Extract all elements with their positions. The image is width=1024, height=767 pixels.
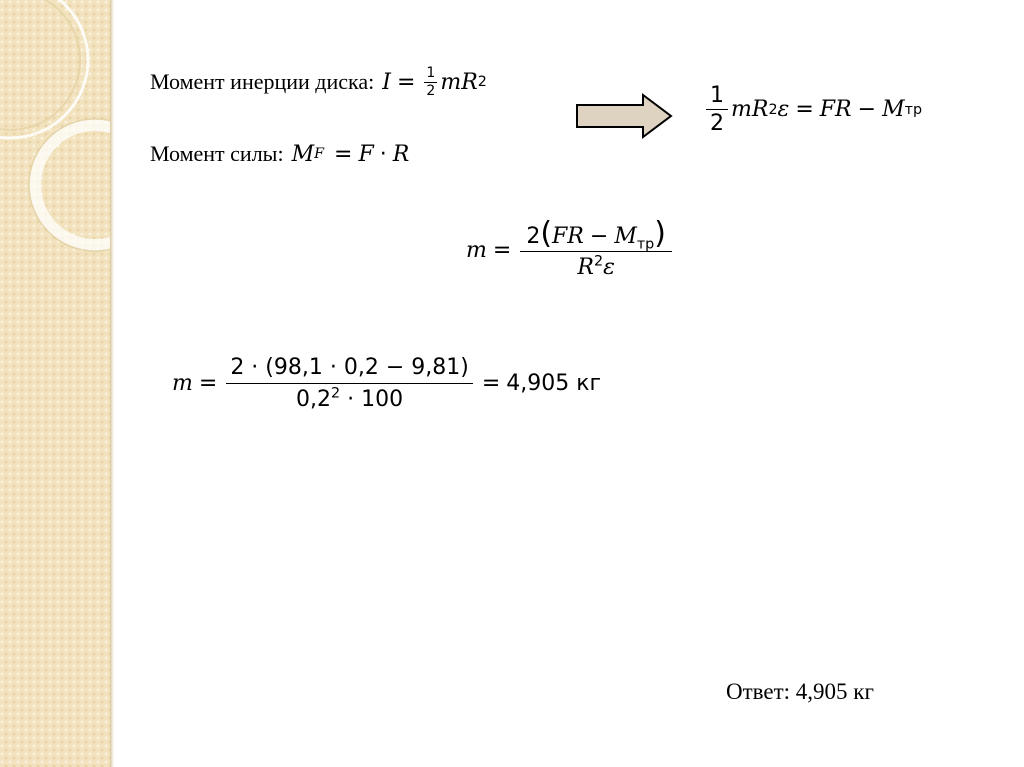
right-arrow-icon: [575, 93, 675, 139]
calc-den: [292, 384, 407, 411]
dynamics-frac-den: 2: [710, 111, 724, 137]
force-moment-r: R: [392, 141, 410, 167]
mass-formula-var: m: [466, 238, 487, 264]
mass-formula-num: [520, 216, 672, 253]
inertia-fraction: [424, 66, 437, 98]
dynamics-rhs: FR: [819, 97, 852, 123]
dynamics-frac-num: 1: [706, 84, 728, 110]
force-moment-f: F: [358, 141, 374, 167]
strip-edge: [110, 0, 114, 767]
mass-formula-sub: тр: [636, 236, 655, 253]
calculation: [172, 356, 601, 411]
calc-den-base: 0,2: [296, 387, 332, 413]
mass-formula-eq: =: [492, 238, 512, 264]
dynamics-eq: =: [795, 97, 814, 123]
inertia-frac-num: 1: [426, 65, 436, 81]
decorative-side-strip: [0, 0, 110, 767]
calc-var: m: [172, 371, 193, 397]
mass-formula-lparen: (: [540, 216, 553, 251]
inertia-line: Момент инерции диска: I = $\frac{1}{2}$ mR 2: [150, 65, 487, 99]
mass-formula-fraction: [520, 216, 672, 281]
force-moment-line: Момент силы: M F = F · R: [150, 141, 410, 167]
calc-result: 4,905 кг: [506, 371, 602, 397]
force-moment-var: M: [291, 141, 315, 167]
mass-formula-rparen: ): [654, 216, 666, 251]
mass-formula-den-eps: ε: [603, 255, 615, 281]
force-moment-label: Момент силы:: [150, 141, 284, 166]
inertia-rest: mR: [440, 69, 478, 95]
dynamics-minus: −: [857, 97, 877, 123]
inertia-var: I: [382, 69, 391, 95]
calc-eq: =: [198, 371, 218, 397]
calc-den-exp: 2: [331, 385, 341, 402]
mass-formula: [466, 216, 675, 281]
dynamics-eps: ε: [777, 97, 790, 123]
mass-formula-den-exp: 2: [593, 253, 604, 270]
force-moment-dot: ·: [379, 141, 387, 167]
dynamics-lhs: mR: [731, 97, 769, 123]
mass-formula-minus: −: [589, 224, 609, 249]
force-moment-eq: =: [334, 141, 353, 167]
decorative-rings-icon: [0, 0, 110, 767]
calc-fraction: [226, 356, 473, 411]
dynamics-equation: $\frac{1}{2}$ mR 2 ε = FR − M тр: [703, 84, 922, 135]
inertia-label: Момент инерции диска:: [150, 69, 375, 95]
mass-formula-den: [573, 252, 619, 279]
mass-formula-den-r: R: [577, 255, 594, 281]
mass-formula-fr: FR: [552, 224, 584, 249]
dynamics-fraction: [706, 84, 728, 135]
inertia-frac-den: 2: [426, 82, 436, 99]
calc-den-rest: · 100: [340, 387, 404, 413]
calc-num: 2 · (98,1 · 0,2 − 9,81): [226, 356, 473, 384]
mass-formula-m: M: [614, 224, 637, 249]
mass-formula-coef: 2: [526, 224, 541, 249]
dynamics-m: M: [882, 97, 905, 123]
calc-eq2: =: [481, 371, 501, 397]
answer-text: Ответ: 4,905 кг: [726, 679, 874, 704]
inertia-eq: =: [396, 69, 416, 95]
